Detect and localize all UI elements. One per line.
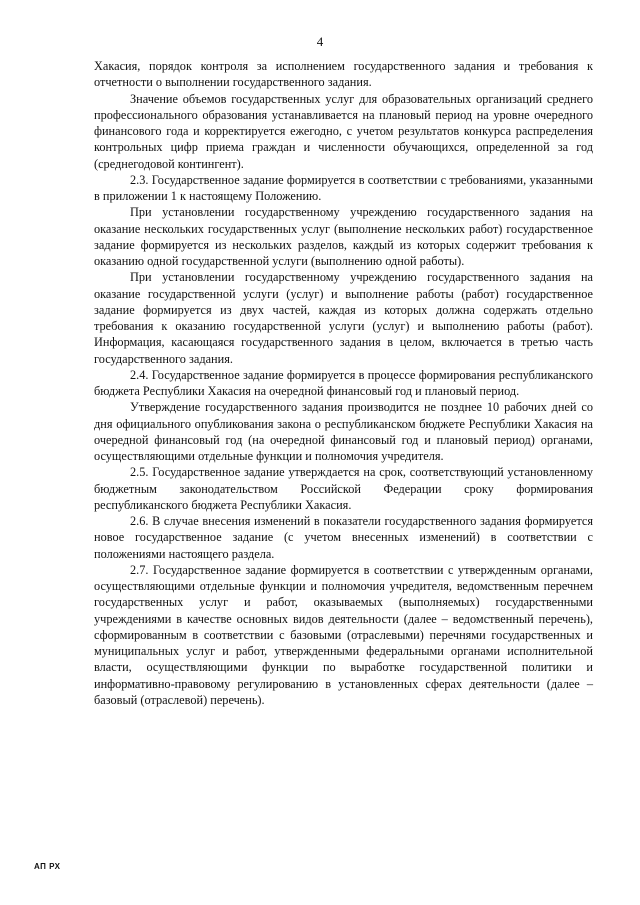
paragraph-2-3: 2.3. Государственное задание формируется в соответствии с требованиями, указанными в приложении 1 к настоящему Положению. bbox=[94, 172, 593, 203]
paragraph-2: Значение объемов государственных услуг для образовательных организаций среднего профессионального образования устанавливается на плановый период на уровне очередного финансового года и корректируется ежегодно, с учетом результатов конкурса распределения контрольных цифр приема граждан и численности обучающихся, определенной за год (среднегодовой контингент). bbox=[94, 91, 593, 171]
paragraph-2-5: 2.5. Государственное задание утверждается на срок, соответствующий установленному бюджетным законодательством Российской Федерации сроку формирования республиканского бюджета Республики Хакасия. bbox=[94, 465, 593, 512]
footer-stamp: АП РХ bbox=[34, 862, 61, 871]
paragraph-2-7: 2.7. Государственное задание формируется в соответствии с утвержденным органами, осуществляющими отдельные функции и полномочия учредителя, ведомственным перечнем государственных услуг и работ, оказываемых (выполняемых) государственными учреждениями в качестве основных видов деятельности (далее – ведомственный перечень), сформированным в соответствии с базовыми (отраслевыми) перечнями государственных и муниципальных услуг и работ, утвержденными федеральными органами исполнительной власти, осуществляющими функции по выработке государственной политики и информативно-правовому регулированию в установленных сферах деятельности (далее – базовый (отраслевой) перечень). bbox=[94, 562, 593, 707]
paragraph-1: Хакасия, порядок контроля за исполнением государственного задания и требования к отчетности о выполнении государственного задания. bbox=[94, 59, 593, 90]
paragraph-5: При установлении государственному учреждению государственного задания на оказание государственной услуги (услуг) и выполнение работы (работ) государственное задание формируется из двух частей, каждая из которых должна содержать отдельно требования к оказанию государственной услуги (услуг) и выполнению работы (работ). Информация, касающаяся государственного задания в целом, включается в третью часть государственного задания. bbox=[94, 270, 593, 366]
paragraph-7: Утверждение государственного задания производится не позднее 10 рабочих дней со дня официального опубликования закона о республиканском бюджете Республики Хакасия на очередной финансовый год (на очередной финансовый год и плановый период) органами, осуществляющими отдельные функции и полномочия учредителя. bbox=[94, 400, 593, 463]
page-number: 4 bbox=[316, 34, 324, 49]
paragraph-2-4: 2.4. Государственное задание формируется в процессе формирования республиканского бюджета Республики Хакасия на очередной финансовый год и плановый период. bbox=[94, 367, 593, 398]
paragraph-2-6: 2.6. В случае внесения изменений в показатели государственного задания формируется новое государственное задание (с учетом внесенных изменений) в соответствии с положениями настоящего раздела. bbox=[94, 514, 593, 561]
paragraph-4: При установлении государственному учреждению государственного задания на оказание нескольких государственных услуг (выполнение нескольких работ) государственное задание формируется из нескольких разделов, каждый из которых содержит требования к оказанию одной государственной услуги (выполнению одной работы). bbox=[94, 205, 593, 268]
document-body bbox=[94, 58, 593, 708]
